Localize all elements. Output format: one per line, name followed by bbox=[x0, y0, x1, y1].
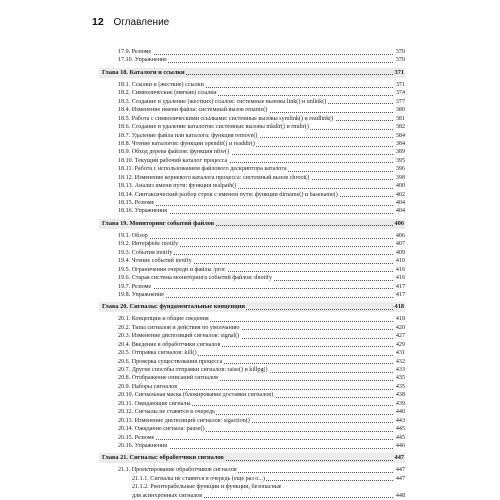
toc-section-entry bbox=[118, 274, 405, 282]
toc-page-number: 431 bbox=[395, 350, 405, 357]
toc-section-entry bbox=[118, 165, 405, 173]
toc-section-entry bbox=[118, 332, 405, 340]
page-number: 12 bbox=[92, 16, 104, 28]
toc-page-number: 438 bbox=[395, 392, 405, 399]
toc-page-number: 410 bbox=[395, 258, 405, 265]
toc-section-entry bbox=[118, 291, 405, 299]
toc-section-entry bbox=[118, 366, 405, 374]
toc-page-number: 443 bbox=[395, 417, 405, 424]
toc-section-entry bbox=[118, 383, 405, 391]
toc-entry-title: 21.1.2. Реентерабельные функции и функции, безопасные bbox=[132, 484, 282, 491]
toc-section-entry bbox=[118, 434, 405, 442]
toc-entry-title: 19.5. Ограничения очереди и файлы /proc bbox=[118, 266, 226, 273]
toc-subsection-entry bbox=[132, 483, 405, 491]
toc-page-number: 370 bbox=[395, 49, 405, 55]
toc-subsection-entry bbox=[132, 475, 405, 483]
toc-page-number: 371 bbox=[395, 81, 405, 88]
toc-section-entry bbox=[118, 115, 405, 123]
toc-subsection-entry bbox=[132, 492, 405, 500]
toc-section-entry bbox=[118, 349, 405, 357]
toc-entry-title: 20.10. Сигнальная маска (блокирование доставки сигналов) bbox=[118, 392, 274, 399]
toc-page-number: 416 bbox=[395, 266, 405, 273]
toc-section-entry bbox=[118, 132, 405, 140]
toc-page-number: 374 bbox=[395, 90, 405, 97]
toc-page-number: 396 bbox=[395, 166, 405, 173]
toc-section-entry bbox=[118, 148, 405, 156]
toc-page-number: 416 bbox=[395, 275, 405, 282]
toc-page-number: 417 bbox=[395, 283, 405, 290]
toc-section-entry bbox=[118, 157, 405, 165]
toc-section-entry bbox=[118, 324, 405, 332]
toc-entry-title: 18.9. Обход дерева файлов: функция nftw() bbox=[118, 149, 230, 156]
toc-page-number: 418 bbox=[395, 316, 405, 323]
toc-entry-title: 18.12. Изменение корневого каталога процесса: системный вызов chroot() bbox=[118, 174, 310, 181]
toc-section-entry bbox=[118, 341, 405, 349]
toc-entry-title: 19.3. События inotify bbox=[118, 249, 173, 256]
toc-page-number: 447 bbox=[395, 475, 405, 482]
toc-page-number: 406 bbox=[394, 219, 404, 227]
toc-page-number: 445 bbox=[395, 426, 405, 433]
toc-page-number: 384 bbox=[395, 140, 405, 147]
toc-entry-title: 19.7. Резюме bbox=[118, 283, 152, 290]
toc-page-number: 435 bbox=[395, 383, 405, 390]
toc-section-entry bbox=[118, 266, 405, 274]
toc-entry-title: 20.11. Ожидающие сигналы bbox=[118, 400, 191, 407]
toc-chapter-heading bbox=[99, 302, 405, 312]
toc-entry-title: 18.4. Изменение имени файла: системный вызов rename() bbox=[118, 107, 268, 114]
toc-entry-title: 20.4. Введение в обработчики сигналов bbox=[118, 341, 221, 348]
toc-entry-title: 20.9. Наборы сигналов bbox=[118, 383, 178, 390]
toc-section-entry bbox=[118, 48, 405, 56]
toc-entry-title: 20.13. Изменение диспозиций сигналов: sigaction() bbox=[118, 417, 250, 424]
toc-entry-title: 18.5. Работа с символическими ссылками: системные вызовы symlink() и readlink() bbox=[118, 115, 334, 122]
toc-chapter-heading bbox=[99, 68, 405, 78]
toc-entry-title: 17.9. Резюме bbox=[118, 49, 152, 55]
toc-section-entry bbox=[118, 315, 405, 323]
toc-page-number: 395 bbox=[395, 157, 405, 164]
toc-entry-title: 18.14. Синтаксический разбор строк с именем пути: функции dirname() и basename() bbox=[118, 191, 338, 198]
toc-page-number: 435 bbox=[395, 375, 405, 382]
toc-page-number: 407 bbox=[395, 241, 405, 248]
dot-leader bbox=[118, 288, 405, 289]
toc-page-number: 371 bbox=[394, 68, 404, 76]
toc-section-entry bbox=[118, 391, 405, 399]
toc-page-number: 406 bbox=[395, 232, 405, 239]
toc-entry-title: 18.8. Чтение каталогов: функции opendir() и readdir() bbox=[118, 140, 255, 147]
toc-page-number: 439 bbox=[395, 400, 405, 407]
toc-entry-title: Глава 18. Каталоги и ссылки bbox=[99, 69, 186, 76]
toc-page-number: 409 bbox=[395, 249, 405, 256]
table-of-contents bbox=[99, 48, 405, 500]
running-head-title: Оглавление bbox=[113, 17, 170, 28]
toc-section-entry bbox=[118, 56, 405, 64]
toc-page-number: 384 bbox=[395, 132, 405, 139]
toc-entry-title: 20.14. Ожидание сигнала: pause() bbox=[118, 426, 205, 433]
toc-section-entry bbox=[118, 140, 405, 148]
toc-page-number: 389 bbox=[395, 149, 405, 156]
toc-page-number: 382 bbox=[395, 124, 405, 131]
toc-section-entry bbox=[118, 358, 405, 366]
toc-section-entry bbox=[118, 374, 405, 382]
toc-page-number: 380 bbox=[395, 107, 405, 114]
toc-page-number: 448 bbox=[395, 492, 405, 499]
toc-entry-title: 18.13. Анализ имени пути: функция realpath() bbox=[118, 183, 237, 190]
toc-page-number: 440 bbox=[395, 409, 405, 416]
toc-page-number: 404 bbox=[395, 200, 405, 206]
toc-entry-title: 20.3. Изменение диспозиций сигналов: signal() bbox=[118, 333, 240, 340]
toc-section-entry bbox=[118, 123, 405, 131]
toc-entry-title: 21.1. Проектирование обработчиков сигналов bbox=[118, 467, 237, 474]
toc-entry-title: 18.10. Текущий рабочий каталог процесса bbox=[118, 157, 228, 164]
toc-entry-title: Глава 19. Мониторинг событий файлов bbox=[99, 220, 216, 227]
toc-section-entry bbox=[118, 191, 405, 199]
toc-entry-title: 19.1. Обзор bbox=[118, 232, 148, 239]
toc-page-number: 427 bbox=[395, 333, 405, 340]
toc-entry-title: 20.15. Резюме bbox=[118, 434, 155, 441]
toc-entry-title: 20.16. Упражнения bbox=[118, 442, 168, 449]
toc-section-entry bbox=[118, 89, 405, 97]
toc-entry-title: 18.7. Удаление файла или каталога: функция remove() bbox=[118, 132, 258, 139]
toc-section-entry bbox=[118, 174, 405, 182]
toc-section-entry bbox=[118, 400, 405, 408]
toc-entry-title: 18.1. Ссылки и (жесткие) ссылки bbox=[118, 81, 204, 88]
toc-section-entry bbox=[118, 81, 405, 89]
toc-entry-title: 19.8. Упражнение bbox=[118, 291, 164, 298]
toc-entry-title: 20.2. Типы сигналов и действия по умолчанию bbox=[118, 324, 240, 331]
toc-page-number: 429 bbox=[395, 341, 405, 348]
toc-section-entry bbox=[118, 249, 405, 257]
toc-page-number: 398 bbox=[395, 174, 405, 181]
toc-chapter-heading bbox=[99, 453, 405, 463]
toc-page-number: 446 bbox=[395, 442, 405, 449]
toc-page-number: 418 bbox=[394, 303, 404, 311]
toc-section-entry bbox=[118, 207, 405, 215]
toc-page-number: 402 bbox=[395, 191, 405, 198]
toc-entry-title: 18.11. Работа с использованием файлового дескриптора каталога bbox=[118, 166, 287, 173]
toc-section-entry bbox=[118, 240, 405, 248]
toc-section-entry bbox=[118, 425, 405, 433]
toc-section-entry bbox=[118, 98, 405, 106]
dot-leader bbox=[118, 54, 405, 55]
toc-entry-title: Глава 20. Сигналы: фундаментальные концепции bbox=[99, 303, 246, 310]
toc-page-number: 433 bbox=[395, 367, 405, 373]
toc-entry-title: 18.2. Символические (мягкие) ссылки bbox=[118, 90, 217, 97]
toc-entry-title: 18.3. Создание и удаление (жестких) ссылок: системные вызовы link() и unlink() bbox=[118, 98, 327, 105]
toc-entry-title: 20.8. Отображение описаний сигналов bbox=[118, 375, 218, 382]
toc-section-entry bbox=[118, 408, 405, 416]
dot-leader bbox=[118, 205, 405, 206]
toc-section-entry bbox=[118, 232, 405, 240]
toc-page-number: 447 bbox=[394, 454, 404, 462]
toc-section-entry bbox=[118, 466, 405, 474]
toc-entry-title: 21.1.1. Сигналы не ставятся в очередь (еще раз о...) bbox=[132, 475, 265, 482]
toc-section-entry bbox=[118, 106, 405, 114]
toc-entry-title: 19.2. Интерфейс inotify bbox=[118, 241, 179, 248]
toc-page-number: 445 bbox=[395, 434, 405, 441]
toc-entry-title: 17.10. Упражнение bbox=[118, 57, 167, 64]
toc-page-number: 377 bbox=[395, 98, 405, 105]
toc-entry-title: 18.16. Упражнения bbox=[118, 208, 168, 215]
toc-entry-title: 20.12. Сигналы не ставятся в очередь bbox=[118, 409, 215, 416]
toc-page-number: 420 bbox=[395, 324, 405, 331]
toc-section-entry bbox=[118, 283, 405, 291]
toc-section-entry bbox=[118, 417, 405, 425]
toc-chapter-heading bbox=[99, 219, 405, 229]
toc-section-entry bbox=[118, 257, 405, 265]
toc-page-number: 417 bbox=[395, 291, 405, 298]
dot-leader bbox=[118, 238, 405, 239]
toc-page-number: 381 bbox=[395, 115, 405, 122]
toc-entry-title: 20.6. Проверка существования процесса bbox=[118, 358, 223, 365]
toc-section-entry bbox=[118, 182, 405, 190]
toc-page-number: 447 bbox=[395, 467, 405, 474]
toc-section-entry bbox=[118, 199, 405, 207]
toc-page-number: 432 bbox=[395, 358, 405, 365]
toc-page-number: 404 bbox=[395, 208, 405, 215]
toc-entry-title: 20.7. Другие способы отправки сигналов: raise() и killpg() bbox=[118, 367, 268, 373]
toc-entry-title: 19.4. Чтение событий inotify bbox=[118, 258, 192, 265]
running-head bbox=[92, 16, 169, 28]
toc-entry-title: 19.6. Старая система мониторинга событий файлов: dnotify bbox=[118, 275, 273, 282]
toc-section-entry bbox=[118, 442, 405, 450]
dot-leader bbox=[118, 439, 405, 440]
toc-entry-title: 18.15. Резюме bbox=[118, 200, 155, 206]
toc-entry-title: для асинхронных сигналов bbox=[132, 492, 203, 499]
toc-entry-title: 18.6. Создание и удаление каталогов: системные вызовы mkdir() и rmdir() bbox=[118, 124, 309, 131]
toc-entry-title: 20.1. Концепции и общие сведения bbox=[118, 316, 209, 323]
toc-entry-title: Глава 21. Сигналы: обработчики сигналов bbox=[99, 454, 225, 461]
toc-page-number: 370 bbox=[395, 57, 405, 64]
toc-entry-title: 20.5. Отправка сигналов: kill() bbox=[118, 350, 197, 357]
toc-page-number: 400 bbox=[395, 183, 405, 190]
